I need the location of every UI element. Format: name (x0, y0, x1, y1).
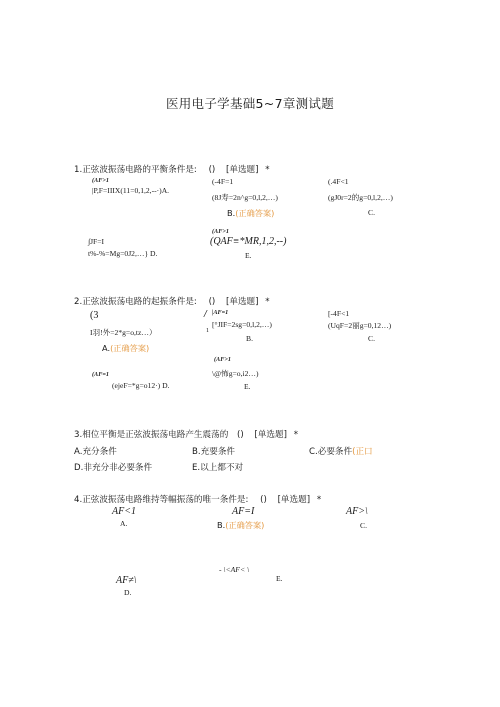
q1-option-c-letter[interactable]: C. (368, 208, 375, 217)
q2-option-b-bracket: / (204, 309, 207, 320)
question-4-stem: 4.正弦波振荡电路维持等幅振荡的唯一条件是: (74, 495, 249, 505)
question-1-stem: 1.正弦波振荡电路的平衡条件是: (74, 165, 197, 175)
q1-option-b[interactable]: (8J寿=2n^g=0,l,2,…) (212, 193, 278, 202)
q1-option-d-condition: ∫JF=I (88, 237, 105, 246)
question-4-stem-row (74, 493, 321, 505)
correct-answer-tag: (正确答案) (110, 343, 150, 353)
q2-option-a-label[interactable] (102, 343, 149, 354)
q2-option-b[interactable]: [°JIF=2sg=0,l,2,…) (212, 320, 272, 329)
q2-option-a[interactable]: I羽!外=2*g=o,tz…） (90, 328, 157, 337)
q1-option-e-letter[interactable]: E. (245, 251, 252, 260)
q4-option-c[interactable]: AF>\ (346, 506, 368, 517)
q3-option-d[interactable]: D.非充分非必要条件 (74, 463, 153, 473)
q1-option-c-condition: (.4F<1 (328, 177, 349, 186)
q2-option-b-bracket-lower: 1 (206, 327, 210, 334)
question-4-type-tag: [单选题] (277, 495, 311, 505)
q2-option-e[interactable]: \@怖g=o,i2…) (212, 369, 259, 378)
q1-option-c[interactable]: (gJ0r=2的g=0,l,2,…) (328, 193, 393, 202)
q2-option-e-condition: (AF>1 (214, 356, 231, 363)
q2-option-c-letter[interactable]: C. (368, 334, 375, 343)
q4-option-e[interactable]: - \<AF< \ (219, 565, 250, 574)
correct-answer-tag: (正确答案) (225, 520, 265, 530)
q4-option-a-letter[interactable]: A. (120, 519, 128, 528)
question-1-type-tag: [单选题] (226, 165, 259, 175)
correct-answer-tag: (正确答案) (235, 208, 275, 218)
q4-option-d[interactable]: AF≠\ (116, 575, 137, 586)
question-3-type-tag: [单选题] (254, 430, 287, 440)
q2-option-a-letter: A. (102, 343, 111, 353)
q2-option-e-letter[interactable]: E. (244, 382, 251, 391)
question-1-stem-row (74, 163, 270, 175)
q1-option-a[interactable]: |P,F=IIIX(11=0,1,2,--·)A. (92, 186, 170, 195)
q2-option-b-letter[interactable]: B. (246, 334, 253, 343)
required-star: * (265, 165, 270, 175)
q4-option-b-letter: B. (217, 520, 226, 530)
q4-option-b-label[interactable] (217, 520, 264, 531)
q4-option-d-letter[interactable]: D. (124, 588, 132, 597)
question-1-paren: () (208, 165, 216, 175)
q1-option-b-condition: (-4F=1 (212, 177, 234, 186)
required-star: * (293, 430, 299, 440)
q3-option-b[interactable]: B.充要条件 (192, 447, 236, 457)
question-3-stem: 3.相位平衡是正弦波振荡电路产生震荡的 (74, 430, 229, 440)
q4-option-c-letter[interactable]: C. (360, 521, 367, 530)
q2-option-a-condition: (3 (90, 310, 99, 321)
q3-option-c-label: C.必要条件 (309, 447, 353, 457)
page-title: 医用电子学基础5~7章测试题 (165, 96, 335, 111)
q4-option-b[interactable]: AF=I (232, 506, 255, 517)
required-star: * (265, 297, 270, 307)
q2-option-c[interactable]: (UqF=2丽g=0,12…) (328, 321, 392, 330)
question-2-stem-row (74, 295, 270, 307)
question-4-paren: () (260, 495, 267, 505)
q2-option-d[interactable]: (ejeF=*g=o12·) D. (112, 381, 170, 390)
q3-option-c[interactable] (309, 445, 373, 457)
q3-option-a[interactable]: A.充分条件 (74, 447, 117, 457)
question-2-type-tag: [单选题] (226, 297, 259, 307)
q2-option-c-condition: [-4F<1 (328, 309, 350, 318)
required-star: * (316, 495, 322, 505)
question-2-paren: () (208, 297, 216, 307)
q1-option-a-condition: (AF>1 (92, 177, 109, 184)
q1-option-e[interactable]: (QAF≡*MR,1,2,--) (210, 236, 287, 247)
q2-option-b-condition: |AF=1 (212, 309, 229, 316)
question-3-paren: () (237, 430, 244, 440)
q1-option-b-label[interactable] (227, 208, 274, 219)
q1-option-b-letter: B. (227, 208, 236, 218)
q1-option-d[interactable]: t%-%=Mg=0J2,…} D. (88, 249, 158, 258)
q2-option-d-condition: (AF=1 (92, 371, 109, 378)
correct-answer-tag: (正口 (352, 447, 373, 457)
q3-option-e[interactable]: E.以上都不对 (192, 463, 244, 473)
q4-option-e-letter[interactable]: E. (276, 574, 283, 583)
q1-option-e-condition: (AF>1 (212, 228, 229, 235)
q4-option-a[interactable]: AF<1 (112, 506, 136, 517)
question-3-stem-row (74, 428, 298, 440)
question-2-stem: 2.正弦波振荡电路的起振条件是: (74, 297, 197, 307)
